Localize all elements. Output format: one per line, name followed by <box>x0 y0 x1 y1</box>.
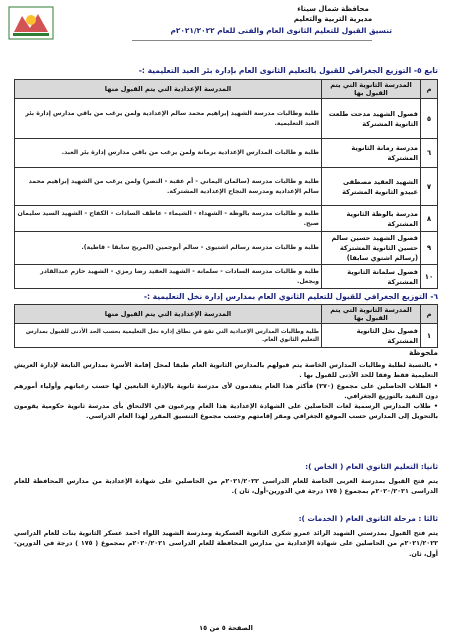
col-header-school: المدرسة الثانوية التي يتم القبول بها <box>322 80 421 99</box>
table-header-row <box>15 305 438 324</box>
row-feed: طلبة و طالبات مدرسة بالوظة - الشهداء - الشيماء - عاطف السادات - الكفاح - الشهيد السيد سليمان صبح. <box>15 206 322 232</box>
row-school: الشهيد العقيد مصطفى عبيدو الثانوية المشتركة <box>322 168 421 206</box>
row-feed: طلبة وطالبات المدارس الإعدادية التي تقع في نطاق إدارة نخل التعليمية بحسب الحد الأدنى للقبول بمدارس التعليم الثانوي العام. <box>15 324 322 348</box>
table-row <box>15 168 438 206</box>
row-num: ١ <box>421 324 438 348</box>
page-number: الصفحة ٥ من ١٥ <box>199 624 253 632</box>
note-item: • الطلاب الحاصلين على مجموع (٢٧٠) فأكثر هذا العام يتقدمون لأى مدرسة ثانوية بالإدارة التابعين لها حسب رغباتهم وأولياء أمورهم دون التقيد بالتوزيع الجغرافي. <box>14 381 438 402</box>
directorate-name: مديرية التربية والتعليم <box>293 14 373 23</box>
row-feed: طلبة و طالبات مدرسة السادات - سلمانة - الشهيد العقيد رضا رمزي - الشهيد حازم عبدالقادر وبجعل. <box>15 265 322 289</box>
row-school: فصول الشهيد حسين سالم حسين الثانوية المشتركة (رسالم اشتوي سابقا) <box>322 232 421 265</box>
row-school: فصول الشهيد مدحت طلعت الثانوية المشتركة <box>322 99 421 139</box>
document-title: تنسيق القبول للتعليم الثانوى العام والفنى للعام ٢٠٢١/٢٠٢٢م <box>170 26 392 35</box>
notes-list <box>14 360 438 422</box>
col-header-num: م <box>421 80 438 99</box>
col-header-school: المدرسة الثانوية التي يتم القبول بها <box>322 305 421 324</box>
note-item: • بالنسبة لطلبة وطالبات المدارس الخاصة يتم قبولهم بالمدارس الثانوية العام طبقا لمحل إقامة الأسرة بمدارس التابعة لإدارة العريش التعليمية فقط وفقا للحد الأدنى للقبول بها . <box>14 360 438 381</box>
row-feed: طلبة و طالبات المدارس الإعدادية برمانة ولمن يرغب من باقي مدارس إدارة بئر العبد. <box>15 139 322 168</box>
table-header-row <box>15 80 438 99</box>
row-feed: طلبة و طالبات مدرسة رسالم اشتيوى - سالم أبوجمين (المريح سابقا - قاطية). <box>15 232 322 265</box>
row-school: مدرسة بالوظة الثانوية المشتركة <box>322 206 421 232</box>
table-row <box>15 265 438 289</box>
row-num: ٥ <box>421 99 438 139</box>
col-header-num: م <box>421 305 438 324</box>
row-school: فصول سلمانة الثانوية المشتركة <box>322 265 421 289</box>
notes-heading: ملحوظة <box>409 348 438 357</box>
governorate-name: محافظة شمال سيناء <box>297 5 369 13</box>
title-underline <box>132 40 372 41</box>
col-header-feed: المدرسة الإعدادية التي يتم القبول منها <box>15 80 322 99</box>
table-row <box>15 99 438 139</box>
document-header <box>228 4 438 24</box>
table-row <box>15 139 438 168</box>
section-5-title: تابع ٥- التوزيع الجغرافي للقبول بالتعليم الثانوى العام بإدارة بئر العبد التعليمية :- <box>138 66 438 75</box>
row-school: مدرسة رمانة الثانوية المشتركة <box>322 139 421 168</box>
row-num: ٦ <box>421 139 438 168</box>
part-2-text: يتم فتح القبول بمدرسة العربى الخاصة للعام الدراسى ٢٠٢١/٢٠٢٢م من الحاصلين على شهادة الإعدادية من مدارس المحافظة للعام الدراسى ٢٠٢٠/٢٠٢١م بمجموع ( ١٧٥ درجة في الدورين-أول، ثان ). <box>14 477 438 496</box>
table-row <box>15 206 438 232</box>
table-row <box>15 232 438 265</box>
row-num: ١٠ <box>421 265 438 289</box>
row-num: ٨ <box>421 206 438 232</box>
row-feed: طلبة و طالبات مدرسة (سالمان اليماني - أم عقبة - النصر) ولمن يرغب من الشهيد إبراهيم محمد سالم الإعدادية ومدرسة النجاح الإعدادية المشتركة. <box>15 168 322 206</box>
table-row <box>15 324 438 348</box>
row-school: فصول نخل الثانوية المشتركة <box>322 324 421 348</box>
part-3-text: يتم فتح القبول بمدرستي الشهيد الرائد عمرو شكرى الثانوية العسكرية ومدرسة الشهيد اللواء احمد عسكر الثانوية بنات للعام الدراسي ٢٠٢١/٢٠٢٢م من الحاصلين على شهادة الإعدادية من مدارس المحافظة للعام الدراسى ٢٠٢٠/٢٠٢١م بمجموع ( ١٧٥ ) درجة في الدورين-أول، ثان. <box>14 529 439 558</box>
section-5-table <box>14 79 438 289</box>
part-3-heading: ثالثا : مرحلة الثانوى العام ( الخدمات ): <box>298 514 438 523</box>
note-item: • طلاب المدارس الرسمية لغات الحاصلين على الشهادة الإعدادية هذا العام ويرغبون في الالتحاق بأى مدرسة ثانوية حكومية يقومون بالتحويل إلى المدارس حسب الموقع الجغرافي ومقر إقامتهم وحسب مجموع التنسيق المقرر لهذا العام الدراسي. <box>14 401 438 422</box>
section-6-table <box>14 304 438 348</box>
row-num: ٩ <box>421 232 438 265</box>
row-num: ٧ <box>421 168 438 206</box>
row-feed: طلبة وطالبات مدرسة الشهيد إبراهيم محمد سالم الإعدادية ولمن يرغب من باقي مدارس إدارة بئر العبد التعليمية. <box>15 99 322 139</box>
ministry-logo-icon <box>8 6 54 40</box>
part-2-heading: ثانيا: التعليم الثانوي العام ( الخاص ): <box>305 462 438 471</box>
col-header-feed: المدرسة الإعدادية التي يتم القبول منها <box>15 305 322 324</box>
section-6-title: ٦- التوزيع الجغرافي للقبول للتعليم الثانوي العام بمدارس إدارة نخل التعليمية :- <box>143 292 438 301</box>
